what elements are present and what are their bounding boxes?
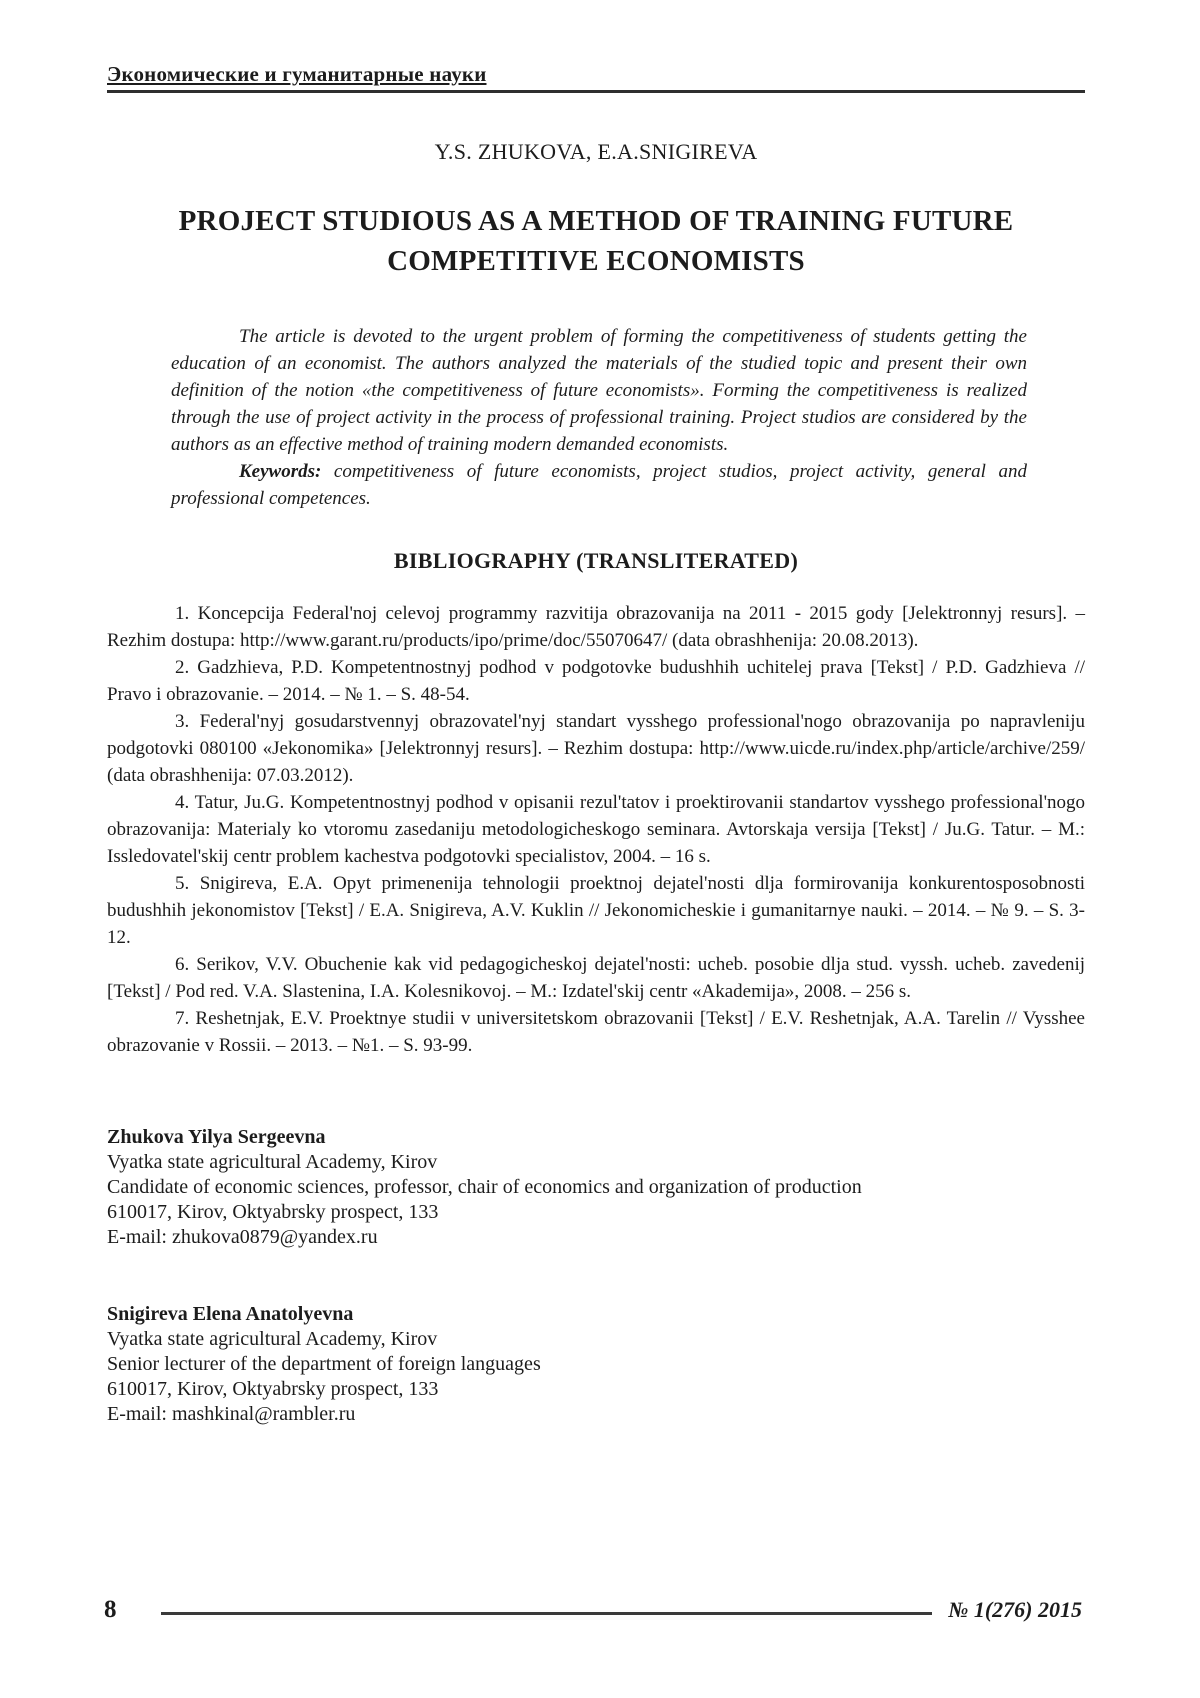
- contact-name: Snigireva Elena Anatolyevna: [107, 1303, 354, 1325]
- author-contacts: [107, 1125, 1085, 1427]
- article-title-line-1: PROJECT STUDIOUS AS A METHOD OF TRAINING FUTURE: [178, 205, 1014, 237]
- article-title-line-2: COMPETITIVE ECONOMISTS: [387, 245, 805, 277]
- page-footer: [104, 1596, 1082, 1624]
- contact-position: Senior lecturer of the department of foreign languages: [107, 1353, 541, 1375]
- running-header-title: Экономические и гуманитарные науки: [107, 62, 487, 86]
- abstract-paragraph: The article is devoted to the urgent problem of forming the competitiveness of students getting the education of an economist. The authors analyzed the materials of the studied topic and present their own definition of the notion «the competitiveness of future economists». Forming the competitiveness is realized through the use of project activity in the process of professional training. Project studios are considered by the authors as an effective method of training modern demanded economists.: [171, 326, 1027, 455]
- bibliography-entry-3: 3. Federal'nyj gosudarstvennyj obrazovatel'nyj standart vysshego professional'nogo obrazovanija po napravleniju podgotovki 080100 «Jekonomika» [Jelektronnyj resurs]. – Rezhim dostupa: http://www.uicde.ru/index.php/article/archive/259/ (data obrashhenija: 07.03.2012).: [107, 711, 1085, 786]
- contact-affiliation: Vyatka state agricultural Academy, Kirov: [107, 1151, 438, 1173]
- contact-block-zhukova: [107, 1125, 1085, 1250]
- bibliography-heading: BIBLIOGRAPHY (TRANSLITERATED): [393, 548, 799, 573]
- keywords-paragraph: [171, 458, 1027, 512]
- keywords-label: Keywords:: [239, 461, 322, 482]
- contact-email: E-mail: zhukova0879@yandex.ru: [107, 1226, 378, 1248]
- contact-email: E-mail: mashkinal@rambler.ru: [107, 1403, 356, 1425]
- page-content: [107, 0, 1085, 1427]
- contact-address: 610017, Kirov, Oktyabrsky prospect, 133: [107, 1201, 439, 1223]
- bibliography-entry-2: 2. Gadzhieva, P.D. Kompetentnostnyj podhod v podgotovke budushhih uchitelej prava [Tekst] / P.D. Gadzhieva // Pravo i obrazovanie. – 2014. – № 1. – S. 48-54.: [107, 657, 1085, 705]
- authors-line: Y.S. ZHUKOVA, E.A.SNIGIREVA: [434, 139, 758, 164]
- contact-block-snigireva: [107, 1302, 1085, 1427]
- running-header: [107, 62, 1085, 93]
- bibliography-entry-7: 7. Reshetnjak, E.V. Proektnye studii v universitetskom obrazovanii [Tekst] / E.V. Reshetnjak, A.A. Tarelin // Vysshee obrazovanie v Rossii. – 2013. – №1. – S. 93-99.: [107, 1008, 1085, 1056]
- bibliography-entry-4: 4. Tatur, Ju.G. Kompetentnostnyj podhod v opisanii rezul'tatov i proektirovanii standartov vysshego professional'nogo obrazovanija: Materialy ko vtoromu zasedaniju metodologicheskogo seminara. Avtorskaja versija [Tekst] / Ju.G. Tatur. – M.: Issledovatel'skij centr problem kachestva podgotovki specialistov, 2004. – 16 s.: [107, 792, 1085, 867]
- bibliography-list: [107, 600, 1085, 1059]
- contact-address: 610017, Kirov, Oktyabrsky prospect, 133: [107, 1378, 439, 1400]
- contact-name: Zhukova Yilya Sergeevna: [107, 1126, 326, 1148]
- page-number: 8: [104, 1596, 117, 1623]
- footer-rule: [161, 1612, 933, 1615]
- contact-position: Candidate of economic sciences, professor, chair of economics and organization of production: [107, 1176, 862, 1198]
- issue-label: № 1(276) 2015: [948, 1597, 1082, 1622]
- keywords-text: competitiveness of future economists, project studios, project activity, general and professional competences.: [171, 461, 1027, 509]
- contact-affiliation: Vyatka state agricultural Academy, Kirov: [107, 1328, 438, 1350]
- bibliography-entry-5: 5. Snigireva, E.A. Opyt primenenija tehnologii proektnoj dejatel'nosti dlja formirovanija konkurentosposobnosti budushhih jekonomistov [Tekst] / E.A. Snigireva, A.V. Kuklin // Jekonomicheskie i gumanitarnye nauki. – 2014. – № 9. – S. 3-12.: [107, 873, 1085, 948]
- article-title: [107, 201, 1085, 281]
- abstract-block: [171, 323, 1027, 512]
- bibliography-entry-1: 1. Koncepcija Federal'noj celevoj programmy razvitija obrazovanija na 2011 - 2015 gody [Jelektronnyj resurs]. – Rezhim dostupa: http://www.garant.ru/products/ipo/prime/doc/55070647/ (data obrashhenija: 20.08.2013).: [107, 603, 1085, 651]
- bibliography-entry-6: 6. Serikov, V.V. Obuchenie kak vid pedagogicheskoj dejatel'nosti: ucheb. posobie dlja stud. vyssh. ucheb. zavedenij [Tekst] / Pod red. V.A. Slastenina, I.A. Kolesnikovoj. – M.: Izdatel'skij centr «Akademija», 2008. – 256 s.: [107, 954, 1085, 1002]
